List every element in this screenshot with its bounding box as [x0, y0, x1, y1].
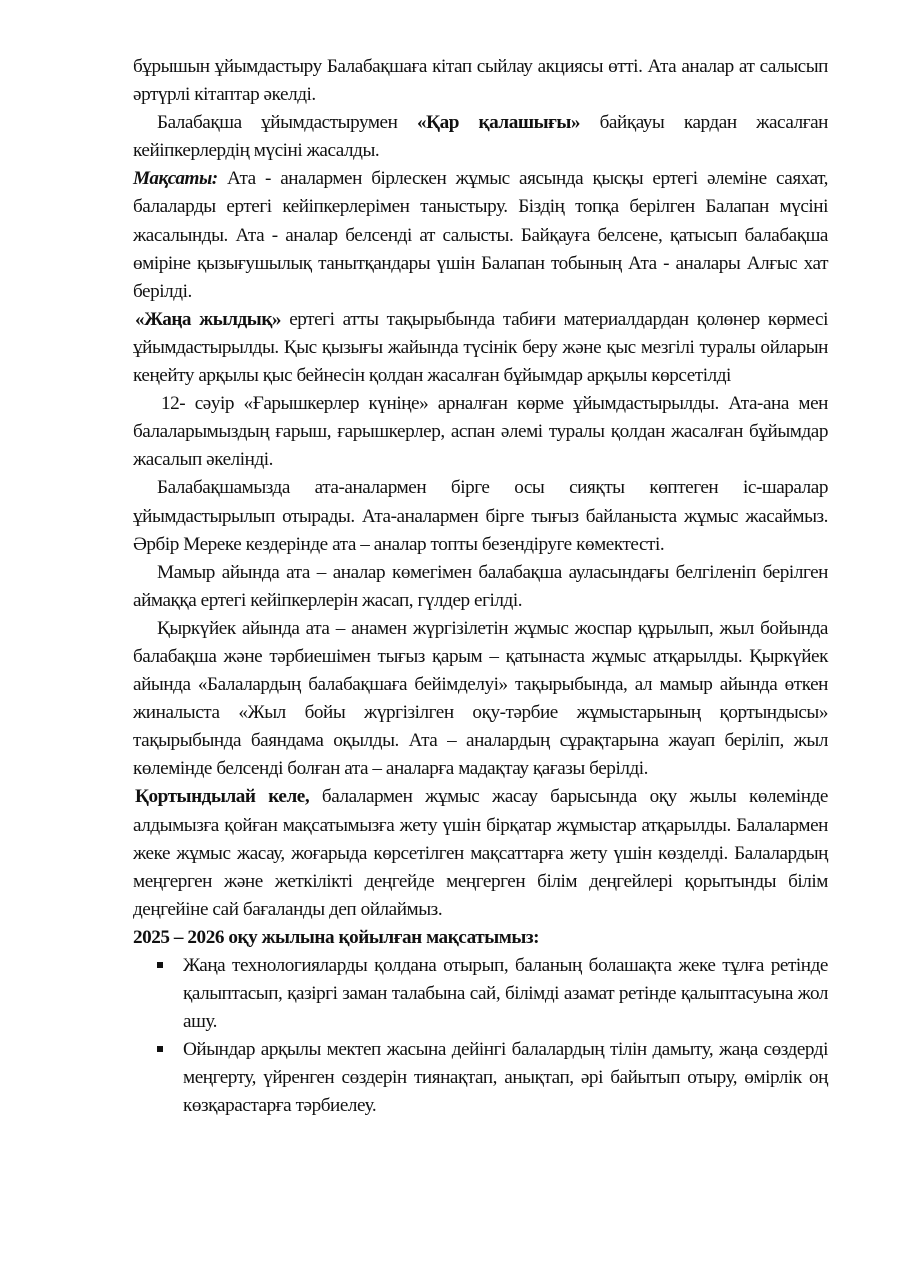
paragraph-may: [133, 559, 828, 615]
paragraph-text: байқауы кардан жасалған кейіпкерлердің мүсіні жасалды.: [133, 112, 829, 162]
paragraph-parent-events: [133, 474, 828, 558]
paragraph-text: Қыркүйек айында ата – анамен жүргізілетін жұмыс жоспар құрылып, жыл бойында балабақша және тәрбиешімен тығыз қарым – қатынаста жұмыс атқарылды. Қыркүйек айында «Балалардың балабақшаға бейімделуі» тақырыбында, ал мамыр айында өткен жиналыста «Жыл бойы жүргізілген оқу-тәрбие жұмыстарының қортындысы» тақырыбында баяндама оқылды. Ата – аналардың сұрақтарына жауап беріліп, жыл көлемінде белсенді болған ата – аналарға мадақтау қағазы берілді.: [133, 617, 828, 780]
paragraph-book-gift: [133, 53, 828, 109]
goal-item: [183, 952, 828, 1036]
paragraph-cosmonautics-day: [133, 390, 828, 474]
document-body: [133, 53, 828, 1121]
goal-label: Мақсаты:: [133, 168, 218, 190]
paragraph-text: Балабақша ұйымдастырумен: [157, 112, 417, 134]
paragraph-text: Балабақшамызда ата-аналармен бірге осы сияқты көптеген іс-шаралар ұйымдастырылып отырады. Ата-аналармен бірге тығыз байланыста жұмыс жасаймыз. Әрбір Мереке кездерінде ата – аналар топты безендіруге көмектесті.: [133, 477, 828, 555]
paragraph-text: 12- сәуір «Ғарышкерлер күніңе» арналған көрме ұйымдастырылды. Ата-ана мен балаларымыздың ғарыш, ғарышкерлер, аспан әлемі туралы қолдан жасалған бұйымдар жасалып әкелінді.: [133, 393, 828, 471]
goal-text: Ойындар арқылы мектеп жасына дейінгі балалардың тілін дамыту, жаңа сөздерді меңгерту, үйренген сөздерін тиянақтап, анықтап, әрі байытып отыру, өмірлік оң көзқарастарға тәрбиелеу.: [183, 1039, 828, 1117]
goals-list: [133, 952, 828, 1121]
paragraph-new-year: [133, 306, 828, 390]
paragraph-text: бұрышын ұйымдастыру Балабақшаға кітап сыйлау акциясы өтті. Ата аналар ат салысып әртүрлі кітаптар әкелді.: [133, 56, 828, 106]
paragraph-text: балалармен жұмыс жасау барысында оқу жылы көлемінде алдымызға қойған мақсатымызға жету үшін бірқатар жұмыстар атқарылды. Балалармен жеке жұмыс жасау, жоғарыда көрсетілген мақсаттарға жету үшін көзделді. Балалардың меңгерген және жеткілікті деңгейде меңгерген білім деңгейлері қорытынды білім деңгейіне сай бағаланды деп ойлаймыз.: [133, 786, 828, 920]
goal-text: Жаңа технологияларды қолдана отырып, баланың болашақта жеке тұлға ретінде қалыптасып, қазіргі заман талабына сай, білімді азамат ретінде қалыптасуына жол ашу.: [183, 955, 828, 1033]
paragraph-text: Ата - аналармен бірлескен жұмыс аясында қысқы ертегі әлеміне саяхат, балаларды ертегі кейіпкерлерімен таныстыру. Біздің топқа берілген Балапан мүсіні жасалынды. Ата - аналар белсенді ат салысты. Байқауға белсене, қатысып балабақша өміріне қызығушылық танытқандары үшін Балапан тобының Ата - аналары Алғыс хат берілді.: [133, 168, 828, 302]
paragraph-september: [133, 615, 828, 784]
conclusion-label: Қортындылай келе,: [135, 786, 310, 808]
square-bullet-icon: [157, 1046, 163, 1052]
goal-item: [183, 1036, 828, 1120]
square-bullet-icon: [157, 962, 163, 968]
paragraph-text: Мамыр айында ата – аналар көмегімен балабақша ауласындағы белгіленіп берілген аймаққа ертегі кейіпкерлерін жасап, гүлдер егілді.: [133, 561, 828, 611]
paragraph-snow-town: [133, 109, 828, 165]
event-title-new-year: «Жаңа жылдық»: [135, 308, 282, 330]
goals-heading: 2025 – 2026 оқу жылына қойылған мақсатымыз:: [133, 926, 540, 948]
paragraph-text: ертегі атты тақырыбында табиғи материалдардан қолөнер көрмесі ұйымдастырылды. Қыс қызығы жайында түсінік беру және қыс мезгілі туралы ойларын кеңейту арқылы қыс бейнесін қолдан жасалған бұйымдар арқылы көрсетілді: [133, 308, 828, 387]
paragraph-conclusion: [133, 783, 828, 923]
paragraph-goal: [133, 165, 828, 305]
event-title-snow-town: «Қар қалашығы»: [416, 112, 581, 134]
